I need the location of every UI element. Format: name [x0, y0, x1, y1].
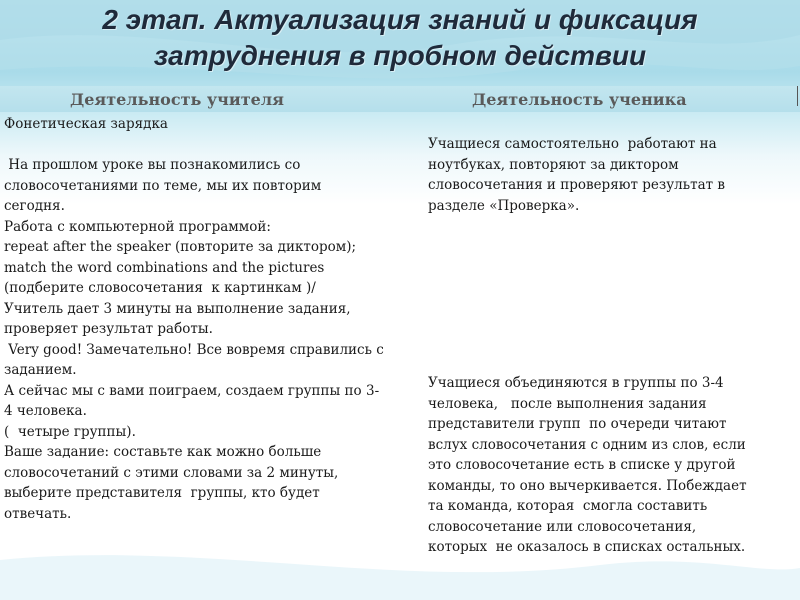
header-teacher-activity: Деятельность учителя [70, 90, 284, 109]
student-activity-cell-2 [428, 373, 798, 558]
slide-title [0, 2, 800, 74]
teacher-line: (подберите словосочетания к картинкам )/ [4, 280, 316, 296]
teacher-line: проверяет результат работы. [4, 321, 213, 337]
teacher-line: Ваше задание: составьте как можно больше [4, 444, 322, 460]
slide-title-line-2: затруднения в пробном действии [153, 40, 647, 71]
teacher-line: Фонетическая зарядка [4, 116, 168, 132]
student-line: вслух словосочетания с одним из слов, если [428, 436, 746, 453]
student-line: команды, то оно вычеркивается. Побеждает [428, 477, 747, 494]
table-border [797, 86, 798, 106]
teacher-line: ( четыре группы). [4, 423, 136, 440]
teacher-line: сегодня. [4, 198, 65, 214]
teacher-line: словосочетаниями по теме, мы их повторим [4, 177, 322, 194]
teacher-line: 4 человека. [4, 403, 87, 419]
header-student-activity: Деятельность ученика [472, 90, 687, 109]
student-line: словосочетание или словосочетания, [428, 518, 697, 535]
teacher-line: выберите представителя группы, кто будет [4, 485, 320, 501]
teacher-line: Very good! Замечательно! Все вовремя справились с [4, 341, 384, 358]
student-line: это словосочетание есть в списке у другой [428, 457, 736, 473]
student-line: словосочетания и проверяют результат в [428, 177, 725, 193]
teacher-line: На прошлом уроке вы познакомились со [4, 157, 301, 173]
student-line: представители групп по очереди читают [428, 416, 727, 432]
teacher-line: А сейчас мы с вами поиграем, создаем группы по 3- [4, 382, 380, 399]
teacher-activity-cell [4, 114, 424, 524]
teacher-line: repeat after the speaker (повторите за диктором); [4, 239, 357, 255]
teacher-line: заданием. [4, 362, 77, 378]
teacher-line: Учитель дает 3 минуты на выполнение задания, [4, 300, 351, 317]
student-line: Учащиеся самостоятельно работают на [428, 136, 717, 152]
student-line: которых не оказалось в списках остальных. [428, 539, 746, 555]
student-line: Учащиеся объединяются в группы по 3-4 [428, 375, 724, 391]
teacher-line: отвечать. [4, 505, 72, 522]
teacher-line [4, 135, 424, 156]
student-activity-cell-1 [428, 134, 798, 216]
slide-title-line-1: 2 этап. Актуализация знаний и фиксация [102, 4, 698, 35]
teacher-line: словосочетаний с этими словами за 2 минуты, [4, 464, 339, 481]
student-line: ноутбуках, повторяют за диктором [428, 156, 679, 173]
student-line: разделе «Проверка». [428, 197, 580, 214]
teacher-line: Работа с компьютерной программой: [4, 218, 271, 235]
student-line: та команда, которая смогла составить [428, 498, 708, 514]
teacher-line: match the word combinations and the pictures [4, 259, 325, 276]
student-line: человека, после выполнения задания [428, 395, 707, 412]
